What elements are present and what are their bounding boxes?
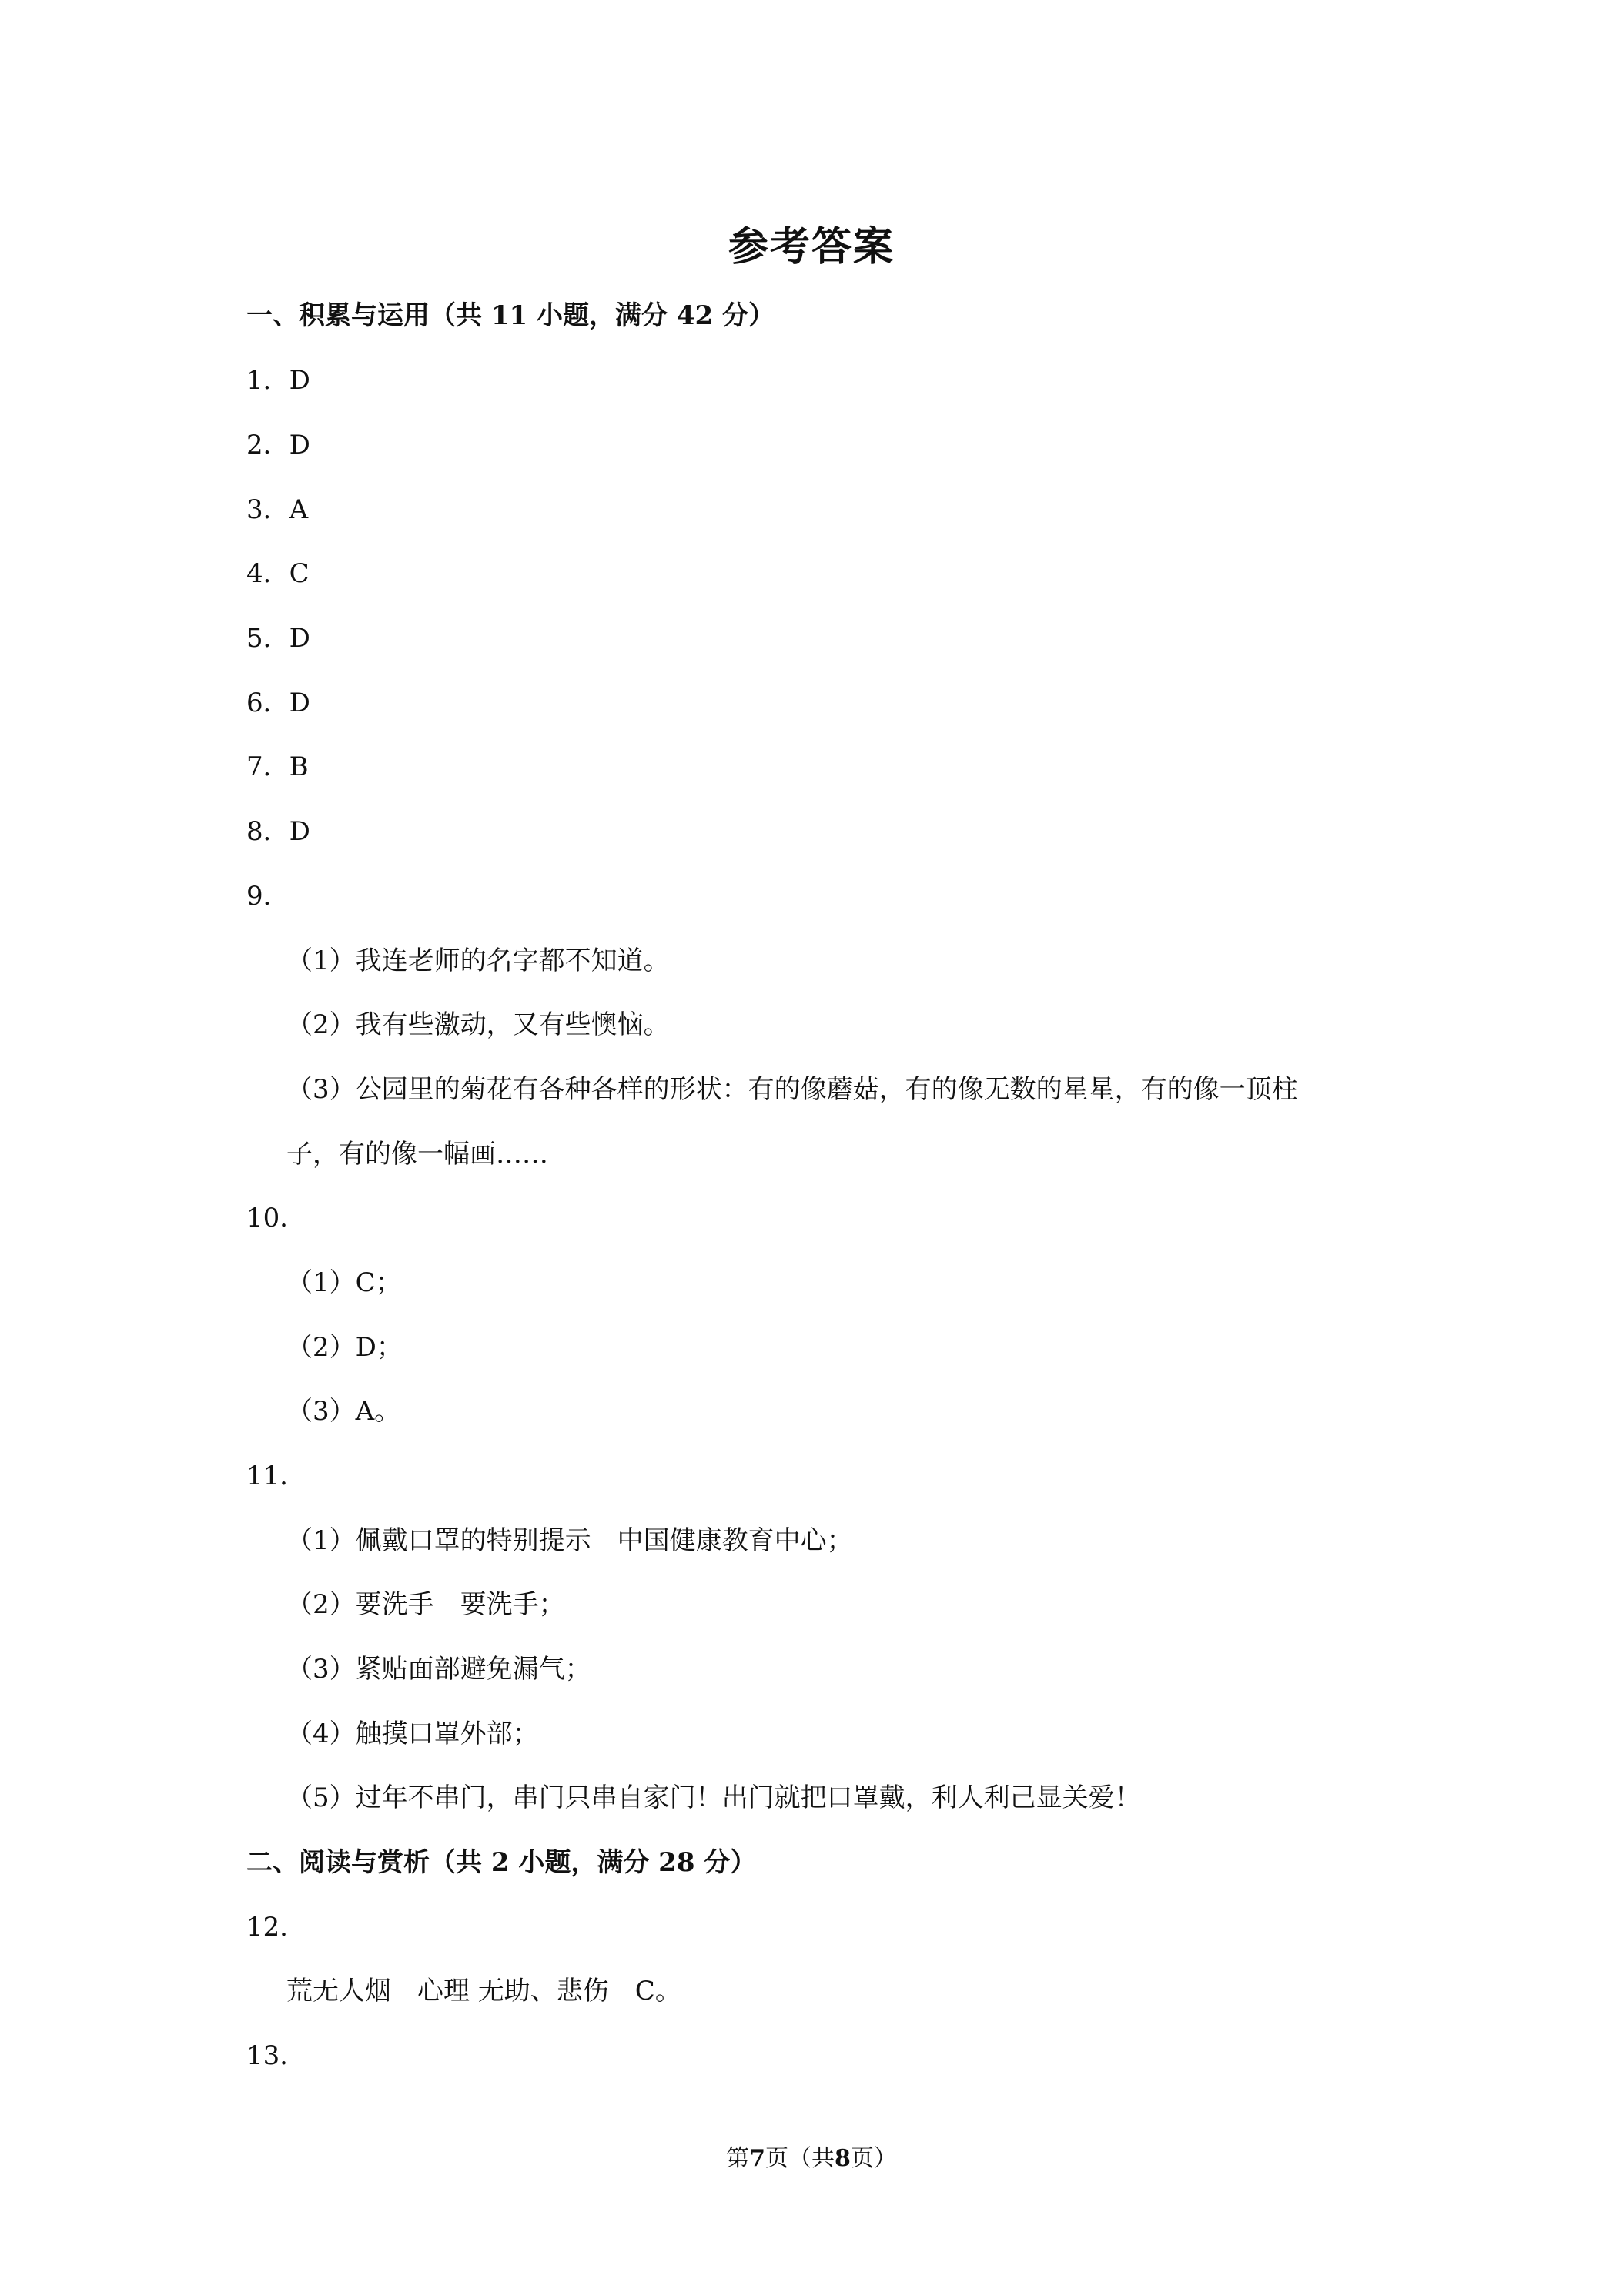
answer-10-1: （1）C； bbox=[286, 1267, 402, 1298]
footer-total-pages: 8 bbox=[835, 2145, 851, 2172]
answer-5: 5．D bbox=[246, 623, 310, 654]
answer-10: 10． bbox=[246, 1203, 306, 1233]
answer-11-2: （2）要洗手 要洗手； bbox=[286, 1589, 565, 1620]
answer-12-1: 荒无人烟 心理 无助、悲伤 C。 bbox=[286, 1976, 681, 2006]
answer-9-1: （1）我连老师的名字都不知道。 bbox=[286, 946, 670, 976]
answer-6: 6．D bbox=[246, 688, 310, 718]
answer-11: 11． bbox=[246, 1461, 306, 1491]
answer-9-2: （2）我有些激动，又有些懊恼。 bbox=[286, 1009, 670, 1040]
page-footer bbox=[0, 2139, 1623, 2173]
answer-12: 12． bbox=[246, 1912, 306, 1943]
answer-10-3: （3）A。 bbox=[286, 1396, 401, 1427]
answer-9: 9． bbox=[246, 881, 289, 912]
answer-9-3-continued: 子，有的像一幅画…… bbox=[286, 1139, 548, 1170]
footer-suffix: 页） bbox=[850, 2145, 897, 2172]
answer-4: 4．C bbox=[246, 558, 310, 589]
footer-prefix: 第 bbox=[726, 2145, 750, 2172]
page-title: 参考答案 bbox=[728, 224, 895, 270]
section-heading-2: 二、阅读与赏析（共 2 小题，满分 28 分） bbox=[246, 1847, 757, 1878]
answer-3: 3．A bbox=[246, 494, 309, 525]
section-heading-1: 一、积累与运用（共 11 小题，满分 42 分） bbox=[246, 300, 775, 331]
answer-7: 7．B bbox=[246, 751, 309, 782]
answer-1: 1．D bbox=[246, 365, 310, 396]
answer-13: 13． bbox=[246, 2040, 306, 2071]
answer-11-3: （3）紧贴面部避免漏气； bbox=[286, 1654, 591, 1685]
answer-2: 2．D bbox=[246, 430, 310, 460]
answer-10-2: （2）D； bbox=[286, 1332, 403, 1363]
answer-8: 8．D bbox=[246, 816, 310, 847]
footer-middle: 页（共 bbox=[765, 2145, 835, 2172]
answer-9-3: （3）公园里的菊花有各种各样的形状：有的像蘑菇，有的像无数的星星，有的像一顶柱 bbox=[286, 1074, 1298, 1105]
footer-current-page: 7 bbox=[749, 2145, 765, 2172]
answer-11-5: （5）过年不串门，串门只串自家门！出门就把口罩戴，利人利己显关爱！ bbox=[286, 1782, 1141, 1813]
answer-11-4: （4）触摸口罩外部； bbox=[286, 1719, 539, 1749]
answer-11-1: （1）佩戴口罩的特别提示 中国健康教育中心； bbox=[286, 1525, 853, 1556]
